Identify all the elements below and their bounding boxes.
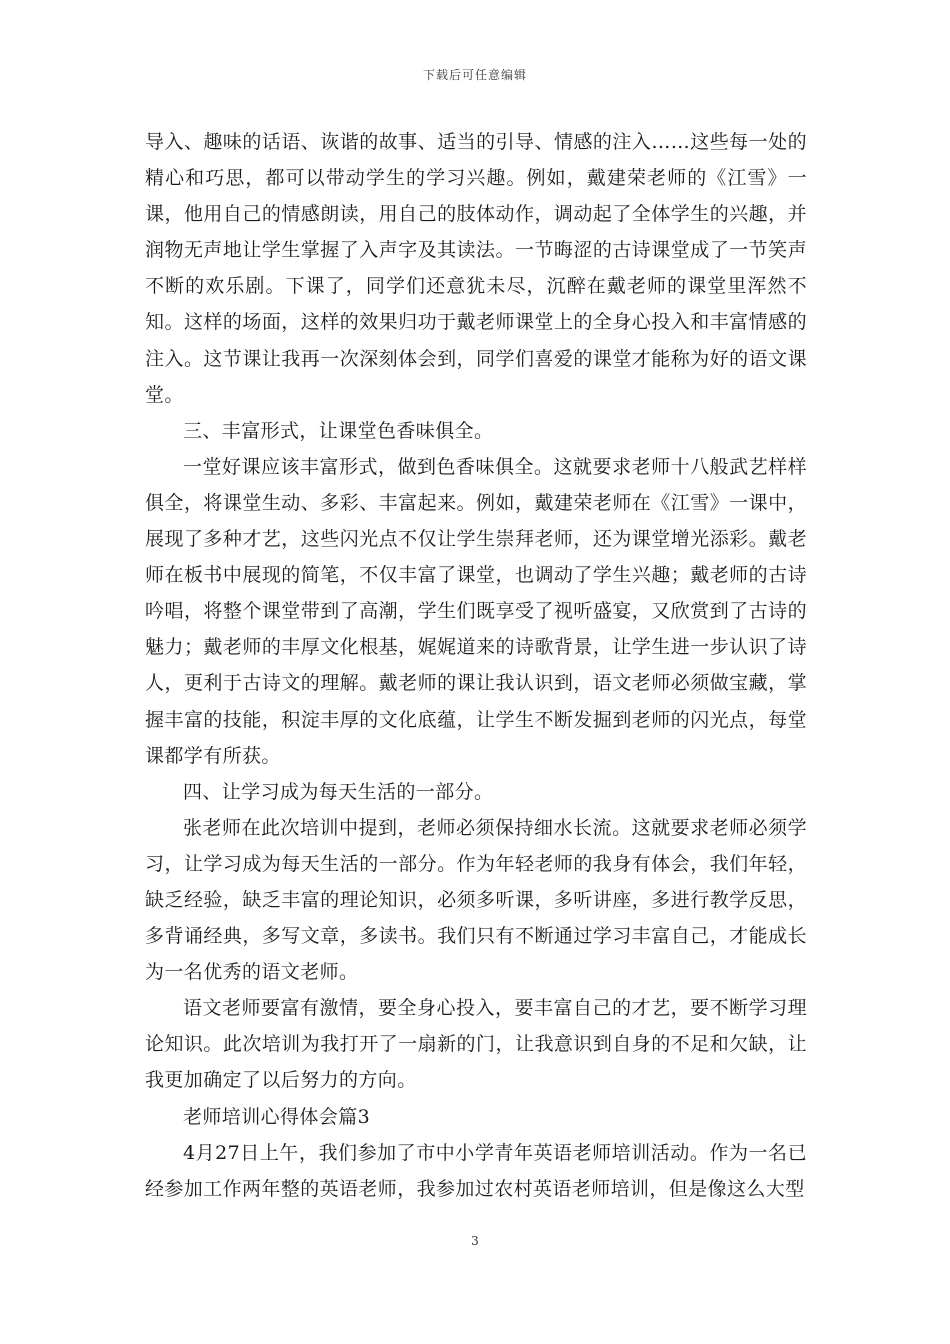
section-heading-4: 四、让学习成为每天生活的一部分。 [183,780,494,803]
article-title: 老师培训心得体会篇3 [183,1105,371,1128]
paragraph-article-intro: 4月27日上午，我们参加了市中小学青年英语老师培训活动。作为一名已经参加工作两年整的英语老师，我参加过农村英语老师培训，但是像这么大型 [145,1141,807,1200]
paragraph-section-3: 一堂好课应该丰富形式，做到色香味俱全。这就要求老师十八般武艺样样俱全，将课堂生动、多彩、丰富起来。例如，戴建荣老师在《江雪》一课中，展现了多种才艺，这些闪光点不仅让学生崇拜老师，还为课堂增光添彩。戴老师在板书中展现的简笔，不仅丰富了课堂，也调动了学生兴趣；戴老师的古诗吟唱，将整个课堂带到了高潮，学生们既享受了视听盛宴，又欣赏到了古诗的魅力；戴老师的丰厚文化根基，娓娓道来的诗歌背景，让学生进一步认识了诗人，更利于古诗文的理解。戴老师的课让我认识到，语文老师必须做宝藏，掌握丰富的技能，积淀丰厚的文化底蕴，让学生不断发掘到老师的闪光点，每堂课都学有所获。 [145,455,807,767]
document-body [145,124,807,1207]
paragraph-conclusion: 语文老师要富有激情，要全身心投入，要丰富自己的才艺，要不断学习理论知识。此次培训为我打开了一扇新的门，让我意识到自身的不足和欠缺，让我更加确定了以后努力的方向。 [145,997,807,1092]
section-heading-3: 三、丰富形式，让课堂色香味俱全。 [183,419,494,442]
page-number: 3 [471,1234,479,1248]
paragraph-continuation: 导入、趣味的话语、诙谐的故事、适当的引导、情感的注入……这些每一处的精心和巧思，都可以带动学生的学习兴趣。例如，戴建荣老师的《江雪》一课，他用自己的情感朗读，用自己的肢体动作，调动起了全体学生的兴趣，并润物无声地让学生掌握了入声字及其读法。一节晦涩的古诗课堂成了一节笑声不断的欢乐剧。下课了，同学们还意犹未尽，沉醉在戴老师的课堂里浑然不知。这样的场面，这样的效果归功于戴老师课堂上的全身心投入和丰富情感的注入。这节课让我再一次深刻体会到，同学们喜爱的课堂才能称为好的语文课堂。 [145,131,807,406]
paragraph-section-4: 张老师在此次培训中提到，老师必须保持细水长流。这就要求老师必须学习，让学习成为每天生活的一部分。作为年轻老师的我身有体会，我们年轻，缺乏经验，缺乏丰富的理论知识，必须多听课，多听讲座，多进行教学反思，多背诵经典，多写文章，多读书。我们只有不断通过学习丰富自己，才能成长为一名优秀的语文老师。 [145,816,807,984]
page-header: 下载后可任意编辑 [422,68,527,82]
